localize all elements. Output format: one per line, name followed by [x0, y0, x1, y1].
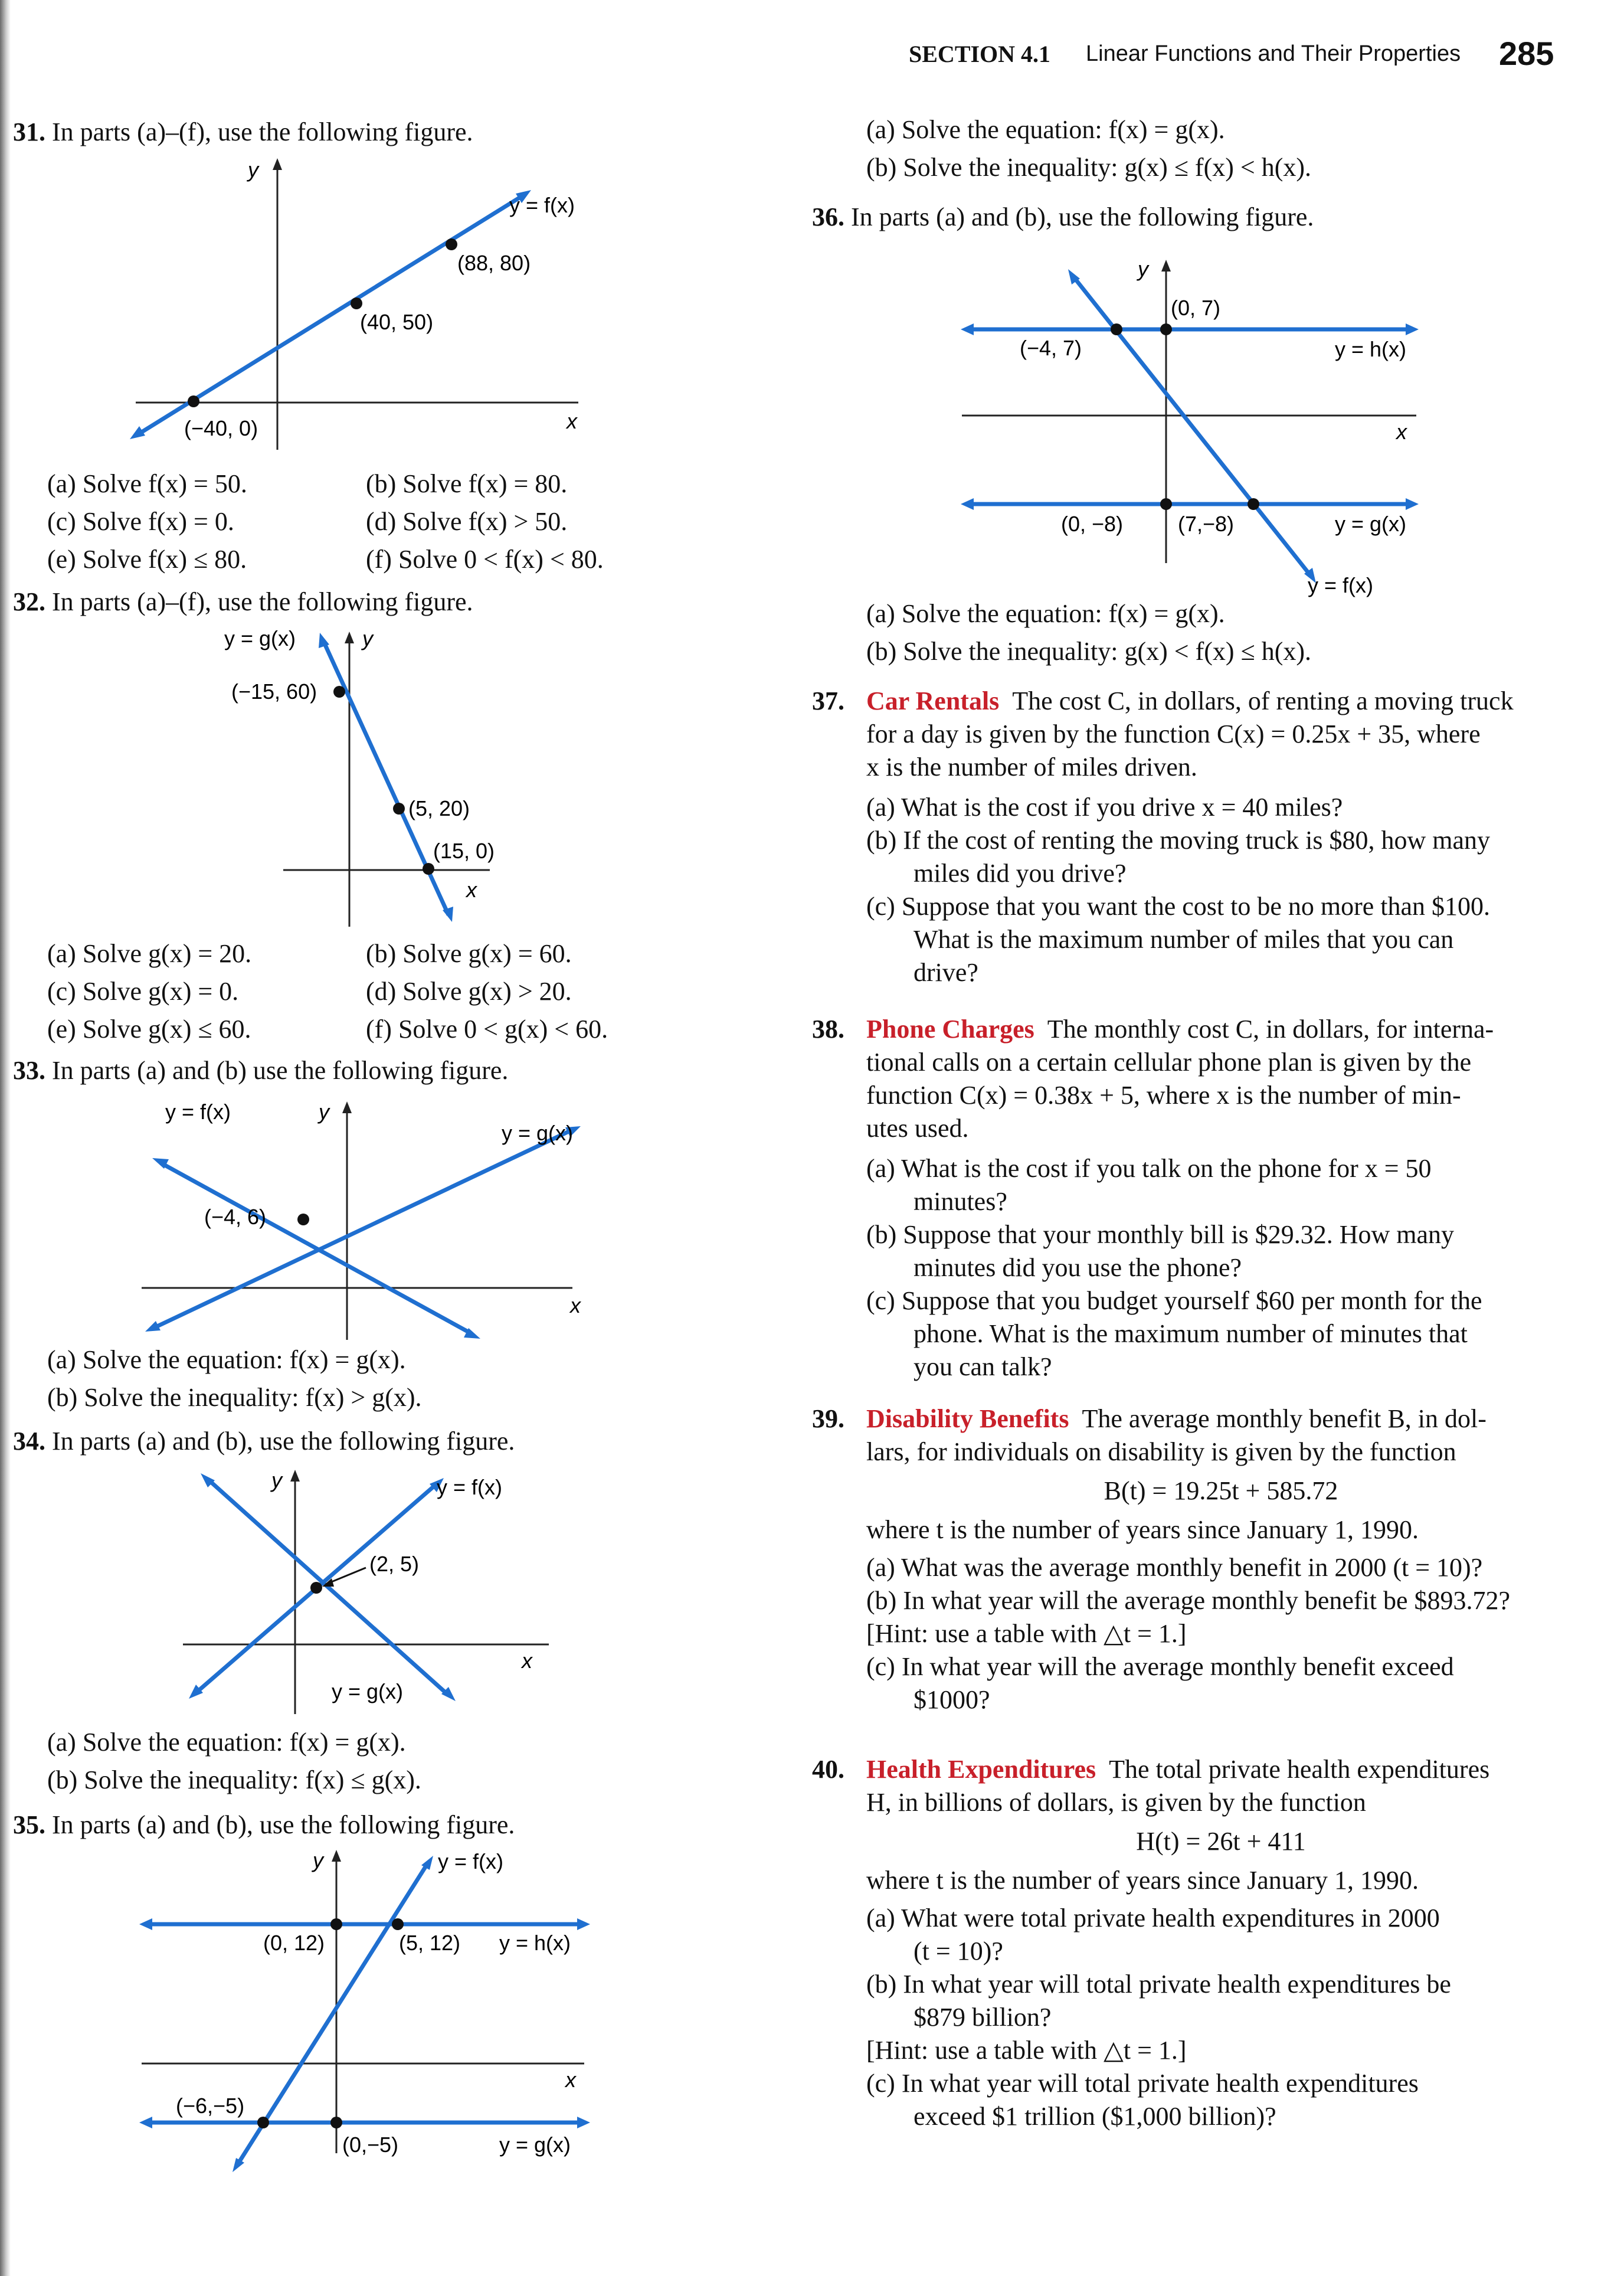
problem-text-line: function C(x) = 0.38x + 5, where x is the number of min- — [866, 1081, 1461, 1110]
point-2-5 — [310, 1582, 322, 1594]
point-label-0-12: (0, 12) — [263, 1931, 325, 1955]
point-label-40-50: (40, 50) — [360, 310, 434, 334]
y-axis-label: y — [319, 1100, 329, 1124]
func-label-f: y = f(x) — [1308, 573, 1374, 597]
problem-number: 34. — [13, 1427, 45, 1456]
problem-number: 32. — [13, 587, 45, 616]
point-88-80 — [446, 238, 457, 250]
part-c: (c) In what year will total private health expenditures — [866, 2069, 1419, 2098]
x-axis-label: x — [570, 1293, 581, 1317]
problem-intro: In parts (a) and (b), use the following figure. — [851, 202, 1314, 231]
problem-intro: In parts (a) and (b), use the following figure. — [52, 1427, 515, 1456]
line-f — [161, 1163, 472, 1334]
point-7-neg8 — [1248, 498, 1259, 510]
problem-number: 37. — [812, 686, 844, 715]
section-number: SECTION 4.1 — [909, 41, 1051, 67]
problem-35-parts — [866, 113, 1574, 189]
point-40-50 — [351, 297, 362, 309]
part-c: (c) Solve f(x) = 0. — [47, 507, 234, 536]
where-text: where t is the number of years since January 1, 1990. — [866, 1866, 1419, 1895]
problem-text-line: utes used. — [866, 1114, 969, 1143]
problem-text-line: H, in billions of dollars, is given by the function — [866, 1788, 1366, 1817]
point-label-0-7: (0, 7) — [1171, 296, 1221, 320]
part-c-cont: you can talk? — [914, 1352, 1052, 1381]
hint: [Hint: use a table with △t = 1.] — [866, 1619, 1187, 1648]
func-label-f: y = f(x) — [438, 1849, 504, 1873]
part-a: (a) Solve the equation: f(x) = g(x). — [866, 115, 1225, 144]
func-label-h: y = h(x) — [1335, 337, 1407, 361]
part-c: (c) Solve g(x) = 0. — [47, 977, 239, 1006]
problem-intro: In parts (a)–(f), use the following figure. — [52, 587, 473, 616]
point-label-88-80: (88, 80) — [457, 251, 531, 275]
figure-34 — [177, 1466, 602, 1738]
part-b: (b) Solve the inequality: f(x) > g(x). — [47, 1383, 422, 1412]
point-neg4-7 — [1111, 323, 1122, 335]
where-text: where t is the number of years since January 1, 1990. — [866, 1515, 1419, 1544]
part-b: (b) Solve f(x) = 80. — [366, 469, 568, 498]
y-axis-label: y — [1138, 257, 1148, 281]
point-0-12 — [330, 1918, 342, 1930]
point-0-7 — [1160, 323, 1172, 335]
formula: H(t) = 26t + 411 — [1136, 1827, 1306, 1856]
point-neg15-60 — [333, 686, 345, 698]
y-axis-label: y — [362, 626, 373, 650]
part-c: (c) In what year will the average monthly benefit exceed — [866, 1652, 1454, 1681]
x-axis-label: x — [567, 409, 577, 433]
part-a: (a) Solve the equation: f(x) = g(x). — [866, 599, 1225, 628]
problem-number: 38. — [812, 1015, 844, 1044]
problem-31-heading — [13, 116, 780, 149]
part-a: (a) Solve f(x) = 50. — [47, 469, 247, 498]
problem-text-line: for a day is given by the function C(x) = 0.25x + 35, where — [866, 720, 1481, 748]
part-f: (f) Solve 0 < f(x) < 80. — [366, 545, 604, 574]
problem-37 — [812, 685, 1576, 989]
point-5-12 — [392, 1918, 404, 1930]
point-15-0 — [423, 863, 434, 875]
part-d: (d) Solve f(x) > 50. — [366, 507, 568, 536]
point-label-2-5: (2, 5) — [369, 1552, 420, 1576]
point-label-5-20: (5, 20) — [408, 796, 470, 820]
part-f: (f) Solve 0 < g(x) < 60. — [366, 1015, 608, 1044]
part-b: (b) In what year will the average monthly benefit be $893.72? — [866, 1586, 1511, 1615]
part-b-cont: miles did you drive? — [914, 859, 1127, 888]
problem-number: 33. — [13, 1056, 45, 1085]
func-label-f: y = f(x) — [437, 1475, 503, 1499]
x-axis-label: x — [466, 878, 477, 902]
line-g — [208, 1479, 448, 1695]
func-label-g: y = g(x) — [224, 626, 296, 650]
point-neg6-neg5 — [257, 2117, 269, 2128]
problem-text-line: The cost C, in dollars, of renting a moving truck — [1012, 686, 1514, 715]
problem-text-line: The total private health expenditures — [1109, 1755, 1490, 1784]
problem-number: 40. — [812, 1755, 844, 1784]
part-b: (b) Solve g(x) = 60. — [366, 939, 572, 968]
figure-31 — [130, 155, 614, 467]
func-label-g: y = g(x) — [1335, 512, 1407, 536]
part-e: (e) Solve f(x) ≤ 80. — [47, 545, 247, 574]
part-e: (e) Solve g(x) ≤ 60. — [47, 1015, 251, 1044]
formula: B(t) = 19.25t + 585.72 — [1104, 1476, 1338, 1505]
problem-32-parts — [47, 937, 755, 1051]
part-b-cont: $879 billion? — [914, 2003, 1052, 2032]
problem-intro: In parts (a)–(f), use the following figure. — [52, 117, 473, 146]
part-a-cont: (t = 10)? — [914, 1937, 1003, 1966]
point-label-5-12: (5, 12) — [399, 1931, 461, 1955]
problem-intro: In parts (a) and (b), use the following figure. — [52, 1810, 515, 1839]
point-0-neg5 — [330, 2117, 342, 2128]
problem-39 — [812, 1402, 1576, 1716]
problem-40 — [812, 1753, 1576, 2133]
problem-intro: In parts (a) and (b) use the following figure. — [52, 1056, 509, 1085]
x-axis-label: x — [565, 2068, 576, 2092]
problem-number: 39. — [812, 1404, 844, 1433]
topic-title: Disability Benefits — [866, 1404, 1069, 1433]
point-0-neg8 — [1160, 498, 1172, 510]
part-c-cont: What is the maximum number of miles that you can — [914, 925, 1454, 954]
problem-32-heading — [13, 586, 780, 619]
point-label-7-neg8: (7,−8) — [1178, 512, 1235, 536]
part-a: (a) What were total private health expenditures in 2000 — [866, 1904, 1440, 1932]
y-axis-label: y — [271, 1468, 282, 1492]
func-label-g: y = g(x) — [499, 2133, 571, 2157]
problem-text-line: tional calls on a certain cellular phone plan is given by the — [866, 1048, 1472, 1077]
part-a: (a) Solve the equation: f(x) = g(x). — [47, 1345, 406, 1374]
x-axis-label: x — [522, 1649, 532, 1673]
point-label-neg4-7: (−4, 7) — [1020, 336, 1082, 360]
func-label-f: y = f(x) — [509, 193, 575, 217]
part-a: (a) What is the cost if you drive x = 40 miles? — [866, 793, 1343, 822]
page-binding-shadow — [0, 0, 11, 2276]
part-b: (b) Solve the inequality: f(x) ≤ g(x). — [47, 1765, 421, 1794]
hint: [Hint: use a table with △t = 1.] — [866, 2036, 1187, 2065]
part-a-cont: minutes? — [914, 1187, 1007, 1216]
figure-35 — [136, 1846, 620, 2177]
point-label-neg6-neg5: (−6,−5) — [176, 2094, 245, 2118]
problem-text-line: The monthly cost C, in dollars, for interna- — [1047, 1015, 1494, 1044]
y-axis-label: y — [248, 158, 258, 182]
problem-text-line: lars, for individuals on disability is given by the function — [866, 1437, 1456, 1466]
y-axis-label: y — [313, 1848, 323, 1872]
func-label-g: y = g(x) — [332, 1679, 404, 1703]
problem-33-parts — [47, 1343, 755, 1419]
point-label-neg4-6: (−4, 6) — [204, 1205, 267, 1229]
func-label-f: y = f(x) — [165, 1100, 231, 1124]
line-g — [153, 1130, 572, 1328]
part-b: (b) If the cost of renting the moving truck is $80, how many — [866, 826, 1491, 855]
part-d: (d) Solve g(x) > 20. — [366, 977, 572, 1006]
problem-36-heading — [812, 201, 1579, 234]
problem-31-parts — [47, 467, 755, 581]
point-label-15-0: (15, 0) — [433, 839, 495, 863]
point-5-20 — [393, 803, 405, 815]
point-neg4-6 — [297, 1214, 309, 1225]
part-a: (a) What was the average monthly benefit in 2000 (t = 10)? — [866, 1553, 1483, 1582]
problem-text-line: x is the number of miles driven. — [866, 753, 1197, 781]
problem-34-heading — [13, 1425, 780, 1458]
part-a: (a) Solve the equation: f(x) = g(x). — [47, 1728, 406, 1757]
problem-text-line: The average monthly benefit B, in dol- — [1082, 1404, 1487, 1433]
part-c-cont: phone. What is the maximum number of minutes that — [914, 1319, 1468, 1348]
section-title: Linear Functions and Their Properties — [1086, 41, 1461, 66]
part-c-cont: exceed $1 trillion ($1,000 billion)? — [914, 2102, 1276, 2131]
problem-38 — [812, 1013, 1576, 1384]
page-number: 285 — [1499, 35, 1554, 72]
part-c-cont: $1000? — [914, 1685, 990, 1714]
problem-34-parts — [47, 1726, 755, 1801]
problem-number: 31. — [13, 117, 45, 146]
topic-title: Phone Charges — [866, 1015, 1034, 1044]
part-c: (c) Suppose that you want the cost to be no more than $100. — [866, 892, 1491, 921]
part-a: (a) Solve g(x) = 20. — [47, 939, 252, 968]
point-label-0-neg5: (0,−5) — [342, 2133, 399, 2157]
part-b: (b) Suppose that your monthly bill is $29.32. How many — [866, 1220, 1455, 1249]
point-label-0-neg8: (0, −8) — [1061, 512, 1124, 536]
topic-title: Health Expenditures — [866, 1755, 1096, 1784]
figure-33 — [136, 1098, 643, 1358]
part-c: (c) Suppose that you budget yourself $60 per month for the — [866, 1286, 1482, 1315]
point-neg40-0 — [188, 395, 199, 407]
func-label-g: y = g(x) — [502, 1121, 574, 1145]
x-axis-label: x — [1396, 420, 1407, 444]
figure-36 — [956, 256, 1487, 599]
figure-32 — [218, 626, 667, 944]
part-b: (b) Solve the inequality: g(x) ≤ f(x) < h(x). — [866, 153, 1311, 182]
problem-35-heading — [13, 1809, 780, 1842]
part-a: (a) What is the cost if you talk on the phone for x = 50 — [866, 1154, 1432, 1183]
part-b-cont: minutes did you use the phone? — [914, 1253, 1242, 1282]
problem-33-heading — [13, 1054, 780, 1087]
part-c-cont: drive? — [914, 958, 978, 987]
func-label-h: y = h(x) — [499, 1931, 571, 1955]
point-label-neg15-60: (−15, 60) — [231, 679, 317, 704]
topic-title: Car Rentals — [866, 686, 1000, 715]
point-label-neg40-0: (−40, 0) — [184, 416, 258, 440]
problem-36-parts — [866, 597, 1574, 673]
problem-number: 36. — [812, 202, 844, 231]
part-b: (b) Solve the inequality: g(x) < f(x) ≤ h(x). — [866, 637, 1311, 666]
problem-number: 35. — [13, 1810, 45, 1839]
running-header — [909, 34, 1576, 76]
part-b: (b) In what year will total private health expenditures be — [866, 1970, 1451, 1999]
